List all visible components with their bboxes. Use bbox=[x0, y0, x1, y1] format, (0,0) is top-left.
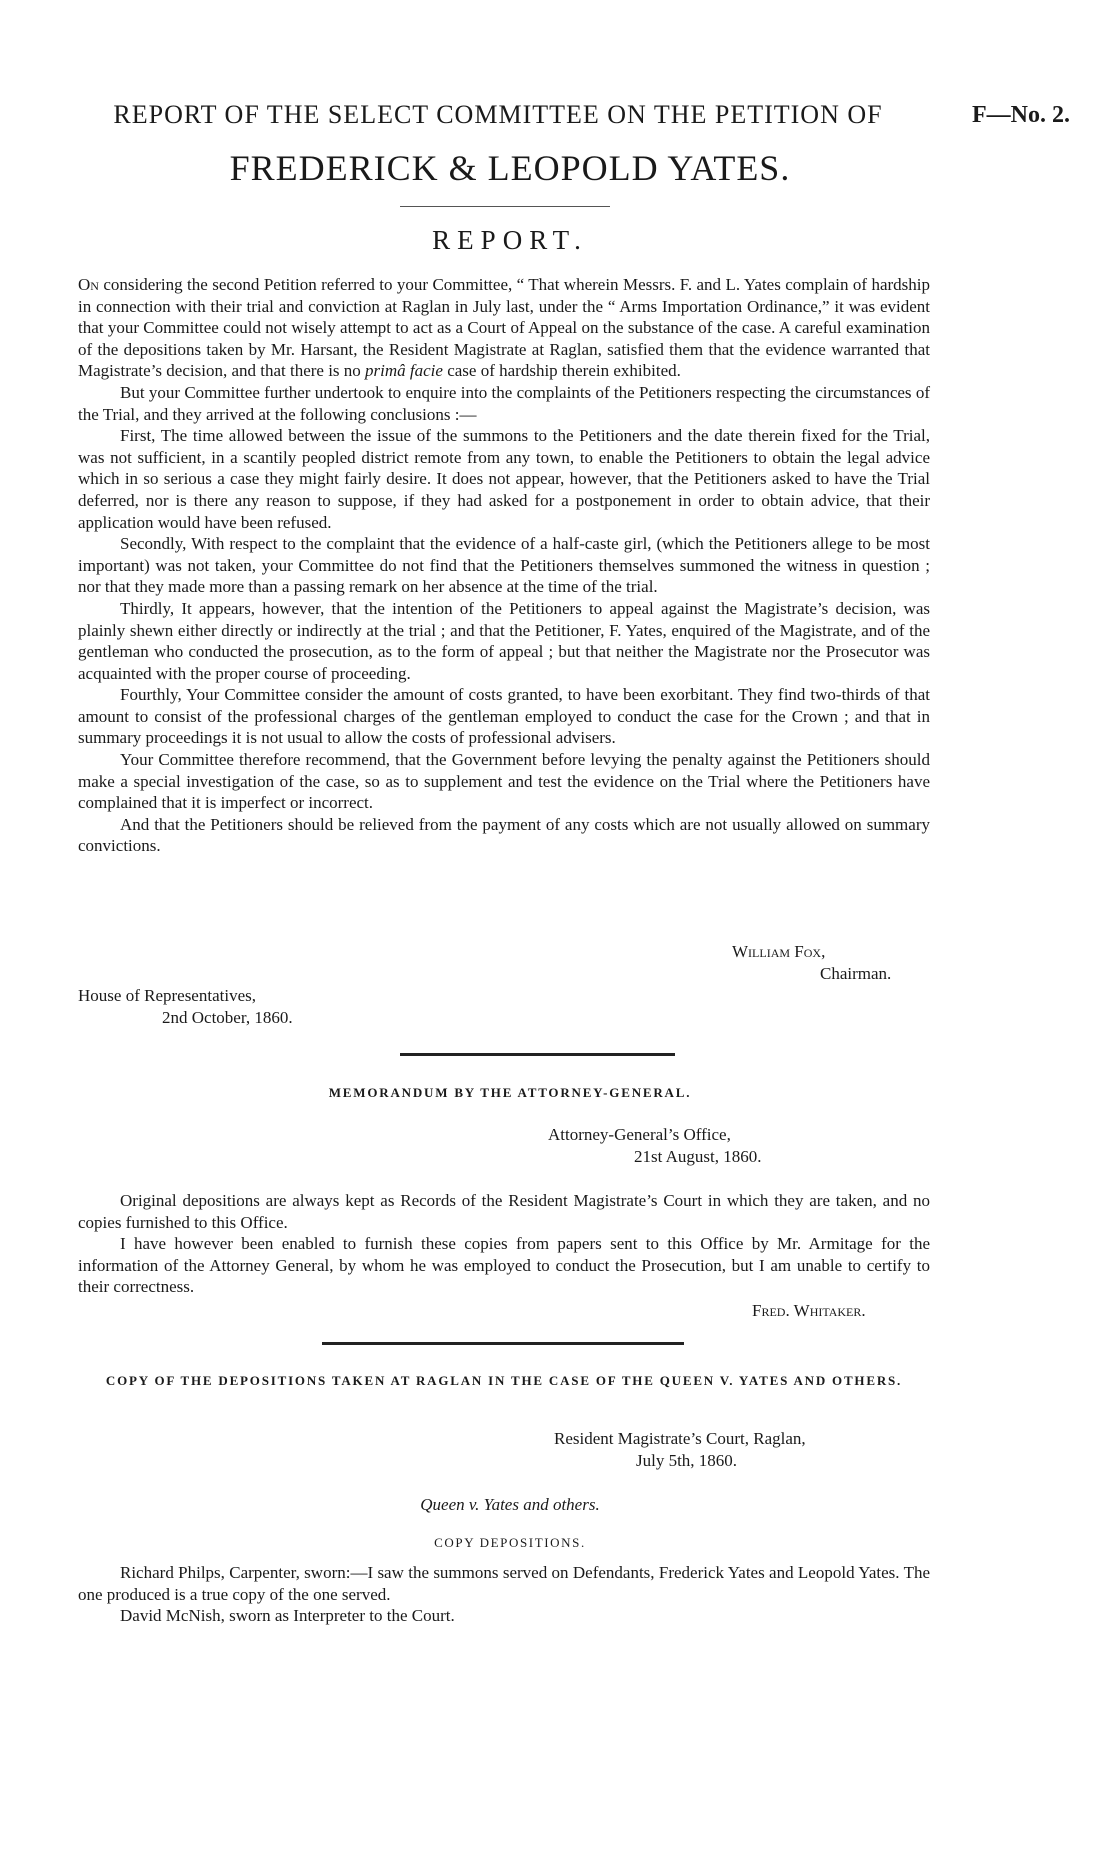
section-divider bbox=[322, 1342, 684, 1345]
report-paragraph-5: Thirdly, It appears, however, that the intention of the Petitioners to appeal against the Magistrate’s decision, was plainly shewn either directly or indirectly at the trial ; and that the Petitioner, F. Yates, enquired of the Magistrate, and of the gentleman who conducted the prosecution, as to the form of appeal ; but that neither the Magistrate nor the Prosecutor was acquainted with the proper course of proceeding. bbox=[78, 598, 930, 683]
house-of-representatives: House of Representatives, bbox=[78, 986, 256, 1005]
court-date: July 5th, 1860. bbox=[636, 1451, 738, 1470]
report-first-word: On bbox=[78, 275, 99, 294]
copy-depositions-label: COPY DEPOSITIONS. bbox=[434, 1535, 586, 1550]
memo-signature: Fred. Whitaker. bbox=[752, 1301, 866, 1320]
memo-office: Attorney-General’s Office, bbox=[548, 1125, 731, 1144]
document-title: FREDERICK & LEOPOLD YATES. bbox=[229, 148, 791, 188]
report-paragraph-1-italic: primâ facie bbox=[365, 361, 443, 381]
memo-body bbox=[78, 1190, 930, 1298]
report-date: 2nd October, 1860. bbox=[162, 1008, 293, 1027]
report-paragraph-1-text-a: considering the second Petition referred to your Committee, “ That wherein Messrs. F. and L. Yates complain of hardship in connection with their trial and conviction at Raglan in July last, under the “ Arms Importation Ordinance,” it was evident that your Committee could not wisely attempt to act as a Court of Appeal on the substance of the case. A careful examination of the depositions taken by Mr. Harsant, the Resident Magistrate at Raglan, satisfied them that the evidence warranted that Magistrate’s decision, and that there is no bbox=[78, 275, 930, 381]
report-paragraph-6: Fourthly, Your Committee consider the amount of costs granted, to have been exorbitant. They find two-thirds of that amount to consist of the professional charges of the gentleman employed to conduct the case for the Crown ; and that in summary proceedings it is not usual to allow the costs of professional advisers. bbox=[78, 685, 930, 748]
report-paragraph-7: Your Committee therefore recommend, that the Government before levying the penalty against the Petitioners should make a special investigation of the case, so as to supplement and test the evidence on the Trial where the Petitioners have complained that it is imperfect or incorrect. bbox=[78, 750, 930, 813]
signature-name: William Fox, bbox=[732, 942, 826, 961]
report-paragraph-1 bbox=[78, 274, 930, 382]
report-body bbox=[78, 274, 930, 857]
section-divider bbox=[400, 1053, 675, 1056]
depositions-heading: COPY OF THE DEPOSITIONS TAKEN AT RAGLAN IN THE CASE OF THE QUEEN V. YATES AND OTHERS. bbox=[105, 1373, 903, 1388]
memo-heading: MEMORANDUM BY THE ATTORNEY-GENERAL. bbox=[328, 1085, 692, 1100]
case-title: Queen v. Yates and others. bbox=[420, 1495, 600, 1514]
report-paragraph-1-text-b: case of hardship therein exhibited. bbox=[442, 361, 681, 381]
deposition-paragraph-2: David McNish, sworn as Interpreter to the Court. bbox=[120, 1606, 455, 1626]
court-name: Resident Magistrate’s Court, Raglan, bbox=[554, 1429, 806, 1448]
report-paragraph-2: But your Committee further undertook to enquire into the complaints of the Petitioners respecting the circumstances of the Trial, and they arrived at the following conclusions :— bbox=[78, 382, 930, 424]
title-divider bbox=[400, 206, 610, 207]
memo-paragraph-1: Original depositions are always kept as Records of the Resident Magistrate’s Court in which they are taken, and no copies furnished to this Office. bbox=[78, 1191, 930, 1232]
report-paragraph-3: First, The time allowed between the issue of the summons to the Petitioners and the date therein fixed for the Trial, was not sufficient, in a scantily peopled district remote from any town, to enable the Petitioners to obtain the legal advice which in so serious a case they might fairly desire. It does not appear, however, that the Petitioners asked to have the Trial deferred, nor is there any reason to suppose, if they had asked for a postponement in order to obtain advice, that their application would have been refused. bbox=[78, 426, 930, 532]
report-paragraph-8: And that the Petitioners should be relieved from the payment of any costs which are not usually allowed on summary convictions. bbox=[78, 814, 930, 856]
report-paragraph-4: Secondly, With respect to the complaint that the evidence of a half-caste girl, (which the Petitioners allege to be most important) was not taken, your Committee do not find that the Petitioners themselves summoned the witness in question ; nor that they made more than a passing remark on her absence at the time of the trial. bbox=[78, 534, 930, 597]
memo-date: 21st August, 1860. bbox=[634, 1147, 762, 1166]
depositions-body bbox=[78, 1562, 930, 1627]
signature-role: Chairman. bbox=[820, 964, 892, 983]
report-header-line: REPORT OF THE SELECT COMMITTEE ON THE PETITION OF bbox=[113, 100, 883, 129]
page-reference: F—No. 2. bbox=[972, 102, 1070, 128]
deposition-paragraph-1: Richard Philps, Carpenter, sworn:—I saw the summons served on Defendants, Frederick Yates and Leopold Yates. The one produced is a true copy of the one served. bbox=[78, 1563, 930, 1604]
report-heading: REPORT. bbox=[432, 225, 588, 255]
memo-paragraph-2: I have however been enabled to furnish these copies from papers sent to this Office by Mr. Armitage for the information of the Attorney General, by whom he was employed to conduct the Prosecution, but I am unable to certify to their correctness. bbox=[78, 1234, 930, 1297]
